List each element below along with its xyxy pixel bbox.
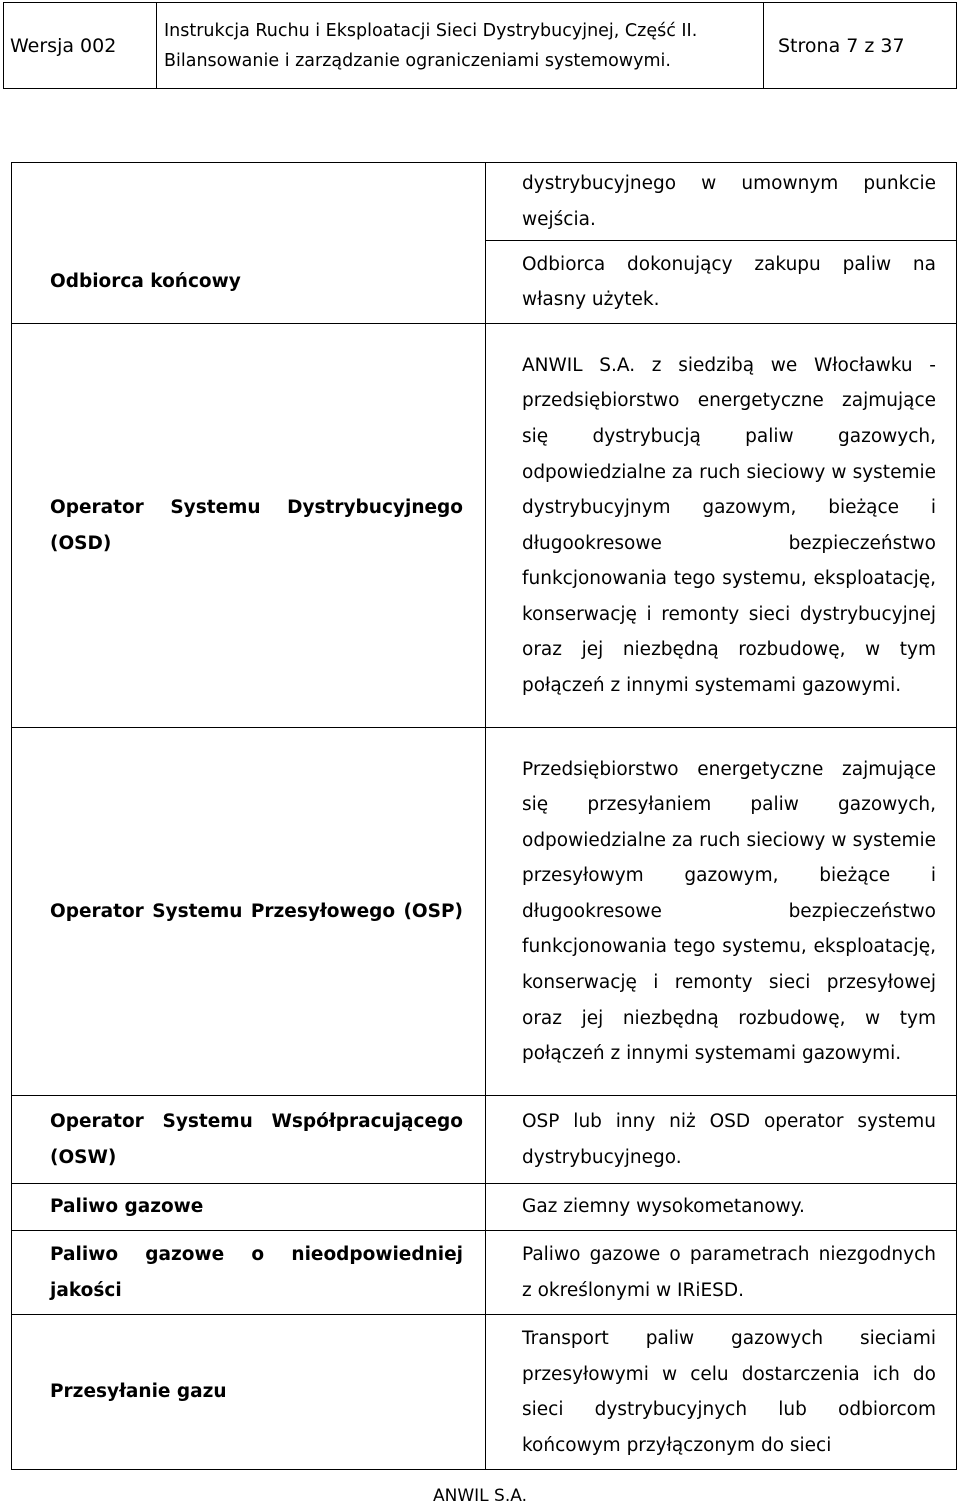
definition-term: Operator Systemu Przesyłowego (OSP) (12, 728, 486, 1096)
page-number-text: Strona 7 z 37 (778, 34, 905, 57)
definitions-table (11, 162, 957, 1470)
title-line-2: Bilansowanie i zarządzanie ograniczeniami systemowymi. (164, 50, 671, 71)
page-header (3, 2, 957, 89)
table-row (12, 163, 957, 241)
footer-company: ANWIL S.A. (433, 1486, 527, 1506)
table-row (12, 1231, 957, 1315)
table-row (12, 1096, 957, 1184)
definition-term (12, 163, 486, 241)
definition-description: Przedsiębiorstwo energetyczne zajmujące się przesyłaniem paliw gazowych, odpowiedzialne za ruch sieciowy w systemie przesyłowym gazowym, bieżące i długookresowe bezpieczeństwo funkcjonowania tego systemu, eksploatację, konserwację i remonty sieci przesyłowej oraz jej niezbędną rozbudowę, w tym połączeń z innymi systemami gazowymi. (486, 728, 957, 1096)
definition-description: OSP lub inny niż OSD operator systemu dystrybucyjnego. (486, 1096, 957, 1184)
definition-term: Operator Systemu Dystrybucyjnego (OSD) (12, 324, 486, 728)
definition-description: Gaz ziemny wysokometanowy. (486, 1184, 957, 1231)
document-version (4, 3, 157, 88)
definition-term: Paliwo gazowe o nieodpowiedniej jakości (12, 1231, 486, 1315)
table-row (12, 241, 957, 324)
page-footer (0, 1486, 960, 1506)
document-title (157, 3, 764, 88)
definition-term: Operator Systemu Współpracującego (OSW) (12, 1096, 486, 1184)
definition-description: Paliwo gazowe o parametrach niezgodnych z określonymi w IRiESD. (486, 1231, 957, 1315)
title-line-1: Instrukcja Ruchu i Eksploatacji Sieci Dystrybucyjnej, Część II. (164, 20, 698, 41)
definition-description: Odbiorca dokonujący zakupu paliw na własny użytek. (486, 241, 957, 324)
definition-description: ANWIL S.A. z siedzibą we Włocławku - przedsiębiorstwo energetyczne zajmujące się dystrybucją paliw gazowych, odpowiedzialne za ruch sieciowy w systemie dystrybucyjnym gazowym, bieżące i długookresowe bezpieczeństwo funkcjonowania tego systemu, eksploatację, konserwację i remonty sieci dystrybucyjnej oraz jej niezbędną rozbudowę, w tym połączeń z innymi systemami gazowymi. (486, 324, 957, 728)
table-row (12, 1184, 957, 1231)
table-row (12, 1315, 957, 1470)
page-number (764, 3, 956, 88)
version-text: Wersja 002 (10, 34, 117, 57)
definition-term: Odbiorca końcowy (12, 241, 486, 324)
definition-description: dystrybucyjnego w umownym punkcie wejścia. (486, 163, 957, 241)
table-row (12, 324, 957, 728)
definition-term: Paliwo gazowe (12, 1184, 486, 1231)
definition-term: Przesyłanie gazu (12, 1315, 486, 1470)
definition-description: Transport paliw gazowych sieciami przesyłowymi w celu dostarczenia ich do sieci dystrybucyjnych lub odbiorcom końcowym przyłączonym do sieci (486, 1315, 957, 1470)
table-row (12, 728, 957, 1096)
